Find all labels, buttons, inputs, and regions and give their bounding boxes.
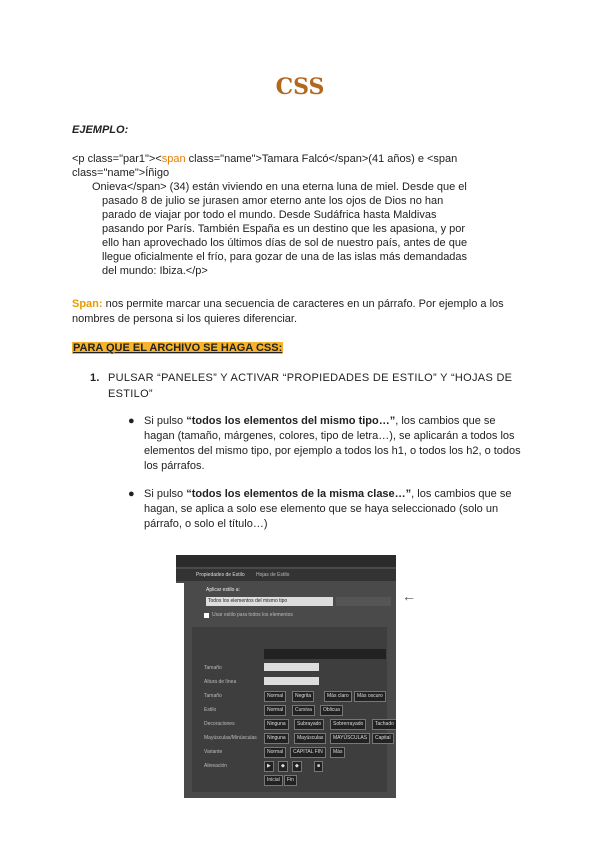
row-input (264, 663, 319, 671)
row-button: Normal (264, 705, 286, 716)
row-label: Tamaño (204, 693, 222, 699)
row-button: Cursiva (292, 705, 315, 716)
tab-properties: Propiedades de Estilo (196, 572, 245, 578)
bullet-item (128, 487, 528, 532)
bullet-prefix: Si pulso (144, 488, 187, 500)
row-button: Más (330, 747, 345, 758)
tab-stylesheets: Hojas de Estilo (256, 572, 290, 578)
row-button: Capital (372, 733, 394, 744)
page-title: CSS (275, 74, 325, 100)
row-button: Normal (264, 691, 286, 702)
step-number: 1. (90, 372, 100, 384)
checkbox-label: Usar estilo para todos los elementos (212, 612, 293, 618)
row-label: Altura de línea (204, 679, 237, 685)
bullet-prefix: Si pulso (144, 415, 187, 427)
row-button: Mayúsculas (294, 733, 326, 744)
screenshot-image (176, 555, 396, 798)
apply-select: Todos los elementos del mismo tipo (206, 597, 333, 606)
screenshot-titlebar (176, 555, 396, 567)
bullet-bold: “todos los elementos del mismo tipo…” (186, 415, 396, 427)
step-text: PULSAR “PANELES” Y ACTIVAR “PROPIEDADES DE ESTILO” Y “HOJAS DE ESTILO” (108, 372, 513, 400)
checkbox (204, 613, 209, 618)
bullet-icon: ● (128, 415, 135, 427)
code-line2: class="name">Íñigo (72, 167, 170, 179)
screenshot-tabbar (176, 569, 396, 581)
bullet-rest: , los cambios que se hagan, se aplica a solo ese elemento que se haya seleccionado (solo un párrafo, o solo el título…) (144, 488, 512, 530)
row-button: ■ (314, 761, 323, 772)
row-input (264, 677, 319, 685)
code-line1-a: <p class="par1">< (72, 153, 162, 165)
span-keyword: Span: (72, 298, 103, 310)
row-button: Ninguna (264, 719, 289, 730)
row-button: CAPITAL FIN (290, 747, 326, 758)
bullet-bold: “todos los elementos de la misma clase…” (186, 488, 412, 500)
apply-label: Aplicar estilo a: (206, 587, 240, 593)
row-button: MAYÚSCULAS (330, 733, 370, 744)
code-body: Onieva</span> (34) están viviendo en una eterna luna de miel. Desde que el pasado 8 de julio se jurasen amor eterno ante los ojos de Dios no han parado de viajar por todo el mundo. Desde Sudáfrica hasta Maldivas pasando por París. También España es un destino que les apasiona, y por ello han aprovechado los últimos días de sol de nuestro país, antes de que llegue oficialmente el frío, para gozar de una de las islas más demandadas del mundo: Ibiza.</p> (92, 181, 468, 277)
bullet-item (128, 414, 528, 474)
row-label: Mayúsculas/Minúsculas (204, 735, 257, 741)
bullet-icon: ● (128, 488, 135, 500)
row-label: Tamaño (204, 665, 222, 671)
code-line1-b: class="name">Tamara Falcó</span>(41 años) e <span (185, 153, 458, 165)
row-label: Decoraciones (204, 721, 235, 727)
code-span-keyword: span (161, 153, 186, 165)
apply-extra (336, 597, 391, 606)
row-button: Subrayado (294, 719, 324, 730)
span-note-text: nos permite marcar una secuencia de caracteres en un párrafo. Por ejemplo a los nombres de persona si los quieres diferenciar. (72, 298, 504, 325)
row-button: ◆ (278, 761, 288, 772)
screenshot-left-strip (176, 583, 184, 798)
panel-header (264, 649, 386, 659)
row-button: Negrita (292, 691, 314, 702)
row-button: Oblicua (320, 705, 343, 716)
row-button: Más oscuro (354, 691, 386, 702)
bullet-rest: , los cambios que se hagan (tamaño, márgenes, colores, tipo de letra…), se aplicarán a todos los elementos del mismo tipo, por ejemplo a todos los h1, o todos los h2, o todos los párrafos. (144, 415, 521, 472)
code-example (72, 152, 472, 278)
row-button: ◆ (292, 761, 302, 772)
row-label: Variante (204, 749, 223, 755)
row-button: Fin (284, 775, 297, 786)
row-button: Más claro (324, 691, 352, 702)
row-label: Estilo (204, 707, 217, 713)
row-button: Inicial (264, 775, 283, 786)
row-button: Sobrerrayado (330, 719, 366, 730)
row-label: Alineación (204, 763, 228, 769)
row-button: ▶ (264, 761, 274, 772)
row-button: Normal (264, 747, 286, 758)
example-label: EJEMPLO: (72, 124, 129, 136)
row-button: Ninguna (264, 733, 289, 744)
step-1 (90, 370, 530, 402)
row-button: Tachado (372, 719, 396, 730)
arrow-left-icon: ← (402, 588, 416, 604)
section-heading: PARA QUE EL ARCHIVO SE HAGA CSS: (73, 342, 283, 354)
span-note (72, 297, 532, 327)
